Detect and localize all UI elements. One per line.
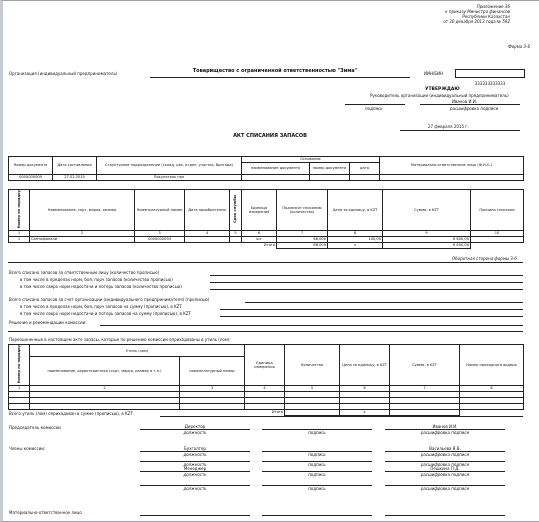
util-total-label: Итого [9,409,285,415]
commission-position: Бухгалтер [184,446,206,451]
doc-title: АКТ СПИСАНИЯ ЗАПАСОВ [233,133,307,139]
item-n: 1 [9,236,30,242]
col-num: 8 [460,385,524,391]
total-label: Итого [9,242,277,248]
col-num: 5 [230,230,242,236]
h-item-nomen: Номенклатурный номер [135,190,185,231]
chair-label: Председатель комиссии [9,425,61,430]
mol-decode-line [385,515,505,516]
col-num: 1 [9,385,30,391]
mol-sign-line [262,515,372,516]
position-caption: должность [183,472,207,477]
commission-name: Васильева В.В. [429,446,461,451]
inn-label: ИИН/БИН [424,71,444,76]
h-item-acq: Дата приобретения [185,190,230,231]
summary-l5: в том числе в пределах норм, боя, порч запасов на сумму (прописью), в KZT [20,304,182,309]
col-num: 6 [242,230,277,236]
appendix-line-3: Республики Казахстан [462,14,510,19]
h-item-price: Цена за единицу, в KZT [328,190,383,231]
total-qty: 66,000 [277,242,328,248]
position-caption: должность [183,462,207,467]
col-num: 6 [340,385,390,391]
h-item-reason: Причина списания [471,190,524,231]
summary-l1: Всего списано запасов за ответственным лицу (количество прописью) [9,270,160,275]
h-basis-name: наименование документа [242,163,310,175]
summary-l7: Решение и рекомендации комиссии: [9,320,87,325]
col-num: 2 [30,385,180,391]
item-qty: 66,000 [277,236,328,242]
total-x: x [328,242,383,248]
position-caption: должность [183,486,207,491]
summary-l7-line2 [8,331,523,332]
summary-l6: в том числе сверх норм недостачи и потерь запасов на сумму (прописью), в KZT [20,311,191,316]
decode-caption: расшифровка подписи [420,452,470,457]
summary-l3: в том числе сверх норм недостачи и потерь запасов (количество прописью) [20,284,182,289]
h-item-qty: Подлежит списанию (количество) [277,190,328,231]
item-sum: 6 600,00 [383,236,471,242]
decode-caption: расшифровка подписи [420,486,470,491]
item-name: Сантифинали [30,236,135,242]
back-side-line [8,262,523,263]
position-caption: должность [183,452,207,457]
doc-date: 27.02.2015 [53,175,97,181]
util-total-line: Всего утиль (лом) оприходован в сумме (прописью), в KZT [9,411,133,416]
h-util: Утиль (лом) [30,345,245,357]
approve-decode-caption: расшифровка подписи [450,106,499,111]
mol-position-line [140,515,250,516]
sign-caption: подпись [308,472,326,477]
h-doc-basis: Основание [242,157,380,163]
decode-caption: расшифровка подписи [420,472,470,477]
h-util-unit: Единица измерения [245,345,285,386]
approve-date-line [400,130,520,131]
commission-name: Пешкина П.Д. [430,466,460,471]
col-num: 1 [9,230,30,236]
col-num: 2 [30,230,135,236]
appendix-line-1: Приложение 36 [476,4,510,9]
item-unit: шт [242,236,277,242]
position-caption: должность [183,430,207,435]
approve-role: Руководитель организации (индивидуальный предприниматель) [370,93,509,98]
doc-basis-date [350,175,380,181]
org-underline [150,77,410,78]
summary-l2-line [210,282,523,283]
h-util-n: Номер по порядку [9,345,30,386]
inn-box [455,69,525,86]
approve-sign-line [345,104,405,105]
sign-caption: подпись [308,430,326,435]
doc-header-table [8,156,524,181]
util-table [8,344,524,416]
summary-l4: Всего списано запасов за счет организации (индивидуального предпринимателя) (прописью) [9,297,210,302]
approve-title: УТВЕРЖДАЮ [425,87,460,92]
sign-caption: подпись [308,486,326,491]
h-item-unit: Единица измерения [242,190,277,231]
h-doc-mol: Материально-ответственное лицо (Ф.И.О.) [380,157,524,175]
col-num: 5 [285,385,340,391]
inn-value: 333333333333 [474,81,506,86]
h-doc-dept: Структурное подразделение (склад, цех, отдел, участок, бригада) [97,157,242,175]
col-num: 3 [180,385,245,391]
h-util-order: Номер приходного ордера [460,345,524,386]
approve-person: Иванов И.И. [452,99,478,104]
h-item-exp: Срок службы [230,190,242,231]
approve-sign-caption: подпись [365,106,383,111]
doc-basis-name [242,175,310,181]
summary-l3-line [210,289,523,290]
summary-l2: в том числе в пределах норм, боя, порч запасов (количество прописью) [20,277,173,282]
h-item-name: Наименование, сорт, марка, размер [30,190,135,231]
h-item-sum: Сумма, в KZT [383,190,471,231]
org-name: Товарищество с ограниченной ответственностью "Зима" [192,68,358,74]
org-label: Организация (индивидуальный предприниматель) [9,71,118,76]
sign-caption: подпись [308,462,326,467]
mol-label: Материально-ответственное лицо [9,510,82,515]
doc-num: 0000000009 [9,175,53,181]
h-basis-date: дата [350,163,380,175]
h-basis-num: номер документа [310,163,350,175]
doc-basis-num [310,175,350,181]
h-util-qty: Количество [285,345,340,386]
doc-mol [380,175,524,181]
total-empty [471,242,524,248]
summary-l1-line [210,275,523,276]
h-doc-num: Номер документа [9,157,53,175]
h-doc-date: Дата составления [53,157,97,175]
col-num: 3 [135,230,185,236]
col-num: 4 [185,230,230,236]
util-total-x: x [340,409,390,415]
col-num: 7 [390,385,460,391]
summary-l6-line [220,316,523,317]
appendix-line-4: от 30 декабря 2013 года № 592 [443,19,510,24]
col-num: 10 [471,230,524,236]
util-caption: Переоцененные в настоящем акте запасы, которые по решению комиссии оприходованы в утиль (лом): [9,337,231,342]
decode-caption: расшифровка подписи [420,462,470,467]
commission-name: Иванов И.И. [432,424,458,429]
item-price: 100,00 [328,236,383,242]
decode-caption: расшифровка подписи [420,430,470,435]
h-util-price: Цена за единицу, в KZT [340,345,390,386]
item-nomen: 0000000094 [135,236,185,242]
summary-l5-line [220,309,523,310]
members-label: Члены комиссии: [9,446,46,451]
summary-l4-line [245,302,523,303]
sign-caption: подпись [308,452,326,457]
items-total-row [9,242,524,248]
h-util-nomen: номенклатурный номер [180,357,245,385]
summary-l7-line [100,325,523,326]
approve-date: 27 февраля 2015 г. [428,124,469,129]
commission-position: Менеджер [183,466,207,471]
doc-dept: Покупатель нал [97,175,242,181]
h-item-n: Номер по порядку [9,190,30,231]
appendix-line-2: к приказу Министра финансов [445,9,510,14]
form-number: Форма З-6 [508,44,530,49]
items-table [8,189,524,249]
approve-decode-line [420,104,520,105]
h-util-name: наименование, характеристика (сорт, марка, размер и т.п.) [30,357,180,385]
col-num: 8 [328,230,383,236]
h-util-sum: Сумма, в KZT [390,345,460,386]
commission-position: Директор [184,424,206,429]
col-num: 9 [383,230,471,236]
back-side-caption: Оборотная сторона формы З-6 [452,256,517,261]
col-num: 7 [277,230,328,236]
util-total-underline [160,416,523,417]
total-sum: 6 600,00 [383,242,471,248]
col-num: 4 [245,385,285,391]
